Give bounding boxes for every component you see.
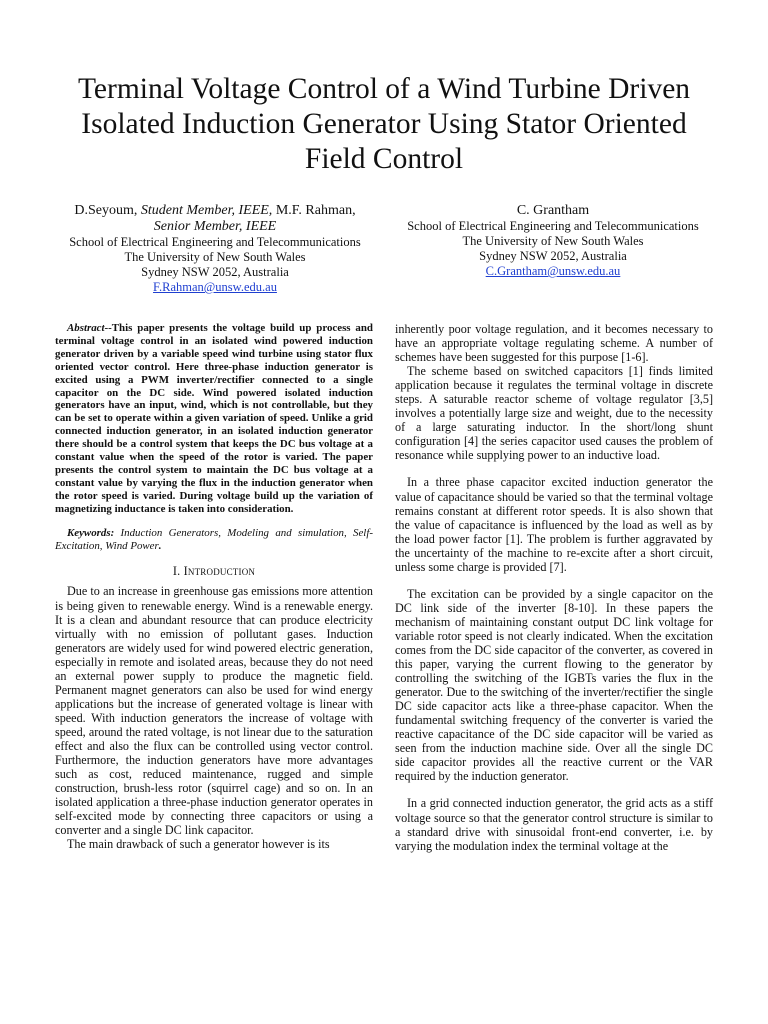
author-affiliation-right: School of Electrical Engineering and Telecommunications [407, 219, 699, 233]
author-university-right: The University of New South Wales [462, 234, 644, 248]
right-paragraph-4: The excitation can be provided by a single capacitor on the DC link side of the inverter [8-10]. In these papers the mechanism of maintaining constant output DC link voltage for variable rotor speed is not clearly indicated. When the excitation comes from the DC side capacitor of the converter, as covered in this paper, varying the current flowing to the generator by controlling the switching of the IGBTs varies the flux in the generator. Due to the switching of the inverter/rectifier the single DC side capacitor acts like a three-phase capacitor. When the fundamental switching frequency of the converter is varied the reactive capacitance of the DC side capacitor will be varied as seen from the induction machine side. Over all the single DC side capacitor provides all the reactive current or the VAR required by the induction generator. [395, 586, 713, 784]
left-column [55, 322, 373, 851]
author-university-left: The University of New South Wales [124, 250, 306, 264]
author-email-grantham[interactable]: C.Grantham@unsw.edu.au [485, 264, 621, 278]
keywords-text: Induction Generators, Modeling and simulation, Self-Excitation, Wind Power [55, 526, 373, 552]
author-block-right [398, 203, 708, 279]
right-paragraph-5: In a grid connected induction generator, the grid acts as a stiff voltage source so that the generator control structure is similar to a standard drive with sinusoidal front-end converter, i.e. by varying the modulation index the terminal voltage at the [395, 796, 713, 853]
author-name-seyoum: D.Seyoum, [74, 203, 138, 218]
author-membership-seyoum: Student Member, IEEE, [140, 203, 273, 218]
intro-paragraph-1: Due to an increase in greenhouse gas emissions more attention is being given to renewable energy. Wind is a renewable energy. It is a clean and abundant resource that can produce electricity virtually with no emission of pollutant gases. Induction generators are widely used for wind powered electric generation, especially in remote and isolated areas, because they do not need an external power supply to produce the magnetic field. Permanent magnet generators can also be used for wind energy applications but the increase of generated voltage is linear with speed. With induction generators the increase of voltage with speed, around the rated voltage, is not linear due to the saturation effect and also the flux can be controlled using vector control. Furthermore, the induction generators have more advantages such as cost, reduced maintenance, rugged and simple construction, brush-less rotor (squirrel cage) and so on. In an isolated application a three-phase induction generator operates in self-excited mode by connecting three capacitors or using a converter and a single DC link capacitor. [55, 584, 373, 838]
section-heading-introduction [55, 564, 373, 578]
keywords-label: Keywords: [67, 526, 115, 539]
author-email-rahman[interactable]: F.Rahman@unsw.edu.au [153, 280, 277, 294]
right-paragraph-1: inherently poor voltage regulation, and it becomes necessary to have an appropriate voltage regulating scheme. A number of schemes have been suggested for this purpose [1-6]. [395, 322, 713, 365]
author-names-line1 [40, 203, 390, 219]
paper-title: Terminal Voltage Control of a Wind Turbine Driven Isolated Induction Generator Using Stator Oriented Field Control [77, 73, 691, 175]
right-column [395, 322, 713, 853]
abstract [55, 322, 373, 516]
section-number: I. [172, 564, 181, 579]
section-title: Introduction [183, 564, 256, 579]
right-paragraph-3: In a three phase capacitor excited induction generator the value of capacitance should be varied so that the terminal voltage remains constant at different rotor speeds. It is also shown that the value of capacitance is influenced by the load as well as by the load power factor [1]. The problem is further aggravated by the uncertainty of the machine to re-excite after a short circuit, unless some charge is provided [7]. [395, 475, 713, 574]
author-name-rahman: M.F. Rahman, [275, 203, 356, 218]
author-membership-rahman: Senior Member, IEEE [153, 219, 277, 234]
right-paragraph-2: The scheme based on switched capacitors [1] finds limited application because it regulates the terminal voltage in discrete steps. A saturable reactor scheme of voltage regulator [3,5] involves a potentially large size and weight, due to the necessity of a large saturating inductor. In the short/long shunt configuration [4] the series capacitor used causes the problem of resonance while supplying power to an inductive load. [395, 364, 713, 463]
author-block-left [40, 203, 390, 295]
abstract-label: Abstract [67, 322, 105, 334]
author-address-right: Sydney NSW 2052, Australia [479, 249, 627, 263]
abstract-text: --This paper presents the voltage build up process and terminal voltage control in an isolated wind powered induction generator driven by a variable speed wind turbine using stator flux oriented vector control. Here three-phase induction generator is excited using a PWM inverter/rectifier connected to a single capacitor on the DC side. Wind powered isolated induction generators have an input, wind, which is not controllable, but they can be set to operate within a given variation of speed. Unlike a grid connected induction generator, in an isolated induction generator there should be a control system that keeps the DC bus voltage at a constant value when the speed of the rotor is varied. The paper presents the control system to maintain the DC bus voltage at a constant value by varying the flux in the induction generator when the rotor speed is varied. During voltage build up the variation of magnetizing inductance is taken into consideration. [55, 322, 373, 515]
author-address-left: Sydney NSW 2052, Australia [141, 265, 289, 279]
intro-paragraph-2: The main drawback of such a generator however is its [67, 837, 330, 852]
keywords: Keywords: Induction Generators, Modeling and simulation, Self-Excitation, Wind Power. [55, 526, 373, 552]
author-affiliation-left: School of Electrical Engineering and Telecommunications [69, 235, 361, 249]
author-name-grantham: C. Grantham [516, 203, 590, 218]
